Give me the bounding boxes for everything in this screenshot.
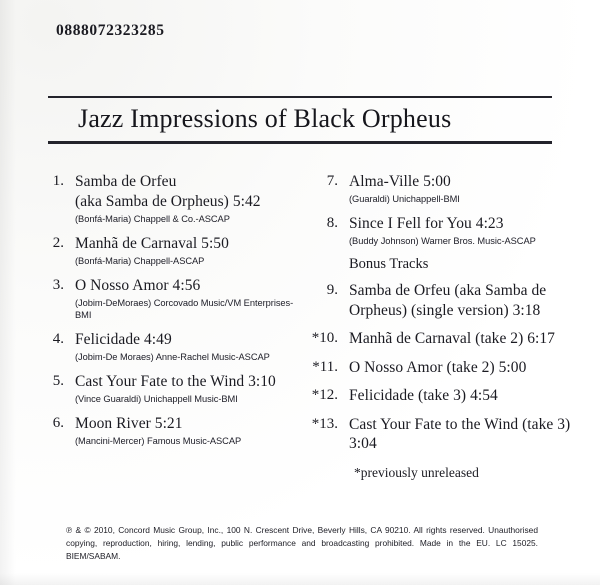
track-number: *10. <box>311 330 338 347</box>
track-row <box>304 415 600 454</box>
tracklist-column-right <box>298 172 600 481</box>
track-title: Moon River 5:21 <box>75 415 183 433</box>
track-number: 9. <box>326 282 338 299</box>
track-title: Cast Your Fate to the Wind (take 3) 3:04 <box>349 415 571 453</box>
legal-notice: ℗ & © 2010, Concord Music Group, Inc., 100 N. Crescent Drive, Beverly Hills, CA 90210. All rights reserved. Unauthorised copying, reproduction, hiring, lending, public performance and broadcasting prohibited. Made in the EU. LC 15025. BIEM/SABAM. <box>66 525 538 561</box>
tracklist-columns <box>0 172 600 481</box>
track-credit: (Vince Guaraldi) Unichappell Music-BMI <box>75 393 238 404</box>
track-title: Samba de Orfeu (aka Samba de <box>349 282 547 300</box>
track-row <box>304 386 600 406</box>
track-body <box>338 415 600 454</box>
track-body <box>338 281 546 320</box>
track-title: Manhã de Carnaval (take 2) 6:17 <box>349 330 555 348</box>
track-row <box>30 172 298 225</box>
page-shadow-bottom <box>0 573 600 585</box>
track-body <box>64 276 298 321</box>
track-body <box>338 358 526 378</box>
track-body <box>64 414 241 447</box>
track-number: *11. <box>312 358 338 375</box>
track-number: 5. <box>52 372 64 389</box>
track-title: Manhã de Carnaval 5:50 <box>75 234 229 252</box>
track-body <box>64 330 270 363</box>
track-credit: (Bonfá-Maria) Chappell & Co.-ASCAP <box>75 213 230 224</box>
track-body <box>338 172 460 205</box>
track-title: Cast Your Fate to the Wind 3:10 <box>75 372 276 390</box>
track-title: Since I Fell for You 4:23 <box>349 215 504 233</box>
track-number: 4. <box>52 330 64 347</box>
track-credit: (Jobim-DeMoraes) Corcovado Music/VM Enterprises-BMI <box>75 297 294 320</box>
track-credit: (Buddy Johnson) Warner Bros. Music-ASCAP <box>349 236 536 247</box>
track-number: *13. <box>311 415 338 432</box>
track-row <box>30 276 298 321</box>
unreleased-note: *previously unreleased <box>354 464 479 480</box>
track-title-line2: (aka Samba de Orpheus) 5:42 <box>75 192 261 210</box>
track-number: 6. <box>52 415 64 432</box>
track-number: 1. <box>52 173 64 189</box>
title-block <box>48 96 552 144</box>
track-credit: (Bonfá-Maria) Chappell-ASCAP <box>75 255 205 266</box>
track-row <box>30 234 298 267</box>
track-body <box>338 386 498 406</box>
track-body <box>64 234 229 267</box>
track-number: 8. <box>326 215 338 232</box>
track-row <box>304 172 600 205</box>
track-body <box>64 172 261 225</box>
track-row <box>30 414 298 447</box>
track-title: O Nosso Amor 4:56 <box>75 276 201 294</box>
track-row <box>30 372 298 405</box>
page-title: Jazz Impressions of Black Orpheus <box>78 103 452 133</box>
track-body <box>338 214 536 247</box>
track-body <box>338 329 555 349</box>
track-row <box>304 214 600 247</box>
track-row <box>304 329 600 349</box>
track-number: 3. <box>52 276 64 293</box>
track-credit: (Jobim-De Moraes) Anne-Rachel Music-ASCAP <box>75 351 270 362</box>
title-rule-bottom <box>48 141 552 144</box>
tracklist-column-left <box>0 172 298 481</box>
track-title: Felicidade 4:49 <box>75 330 172 348</box>
track-number: *12. <box>311 387 338 404</box>
track-title: O Nosso Amor (take 2) 5:00 <box>349 358 527 376</box>
track-title: Samba de Orfeu <box>75 173 177 190</box>
track-row <box>304 358 600 378</box>
track-row <box>30 330 298 363</box>
track-body <box>64 372 276 405</box>
track-number: 7. <box>326 173 338 189</box>
track-credit: (Mancini-Mercer) Famous Music-ASCAP <box>75 436 242 447</box>
bonus-tracks-header: Bonus Tracks <box>349 256 429 273</box>
track-title: Felicidade (take 3) 4:54 <box>349 387 498 405</box>
track-credit: (Guaraldi) Unichappell-BMI <box>349 194 460 205</box>
track-number: 2. <box>52 234 64 251</box>
catalog-number: 0888072323285 <box>56 22 165 39</box>
track-title-line2: Orpheus) (single version) 3:18 <box>349 301 541 319</box>
track-row <box>304 281 600 320</box>
track-title: Alma-Ville 5:00 <box>349 173 451 190</box>
